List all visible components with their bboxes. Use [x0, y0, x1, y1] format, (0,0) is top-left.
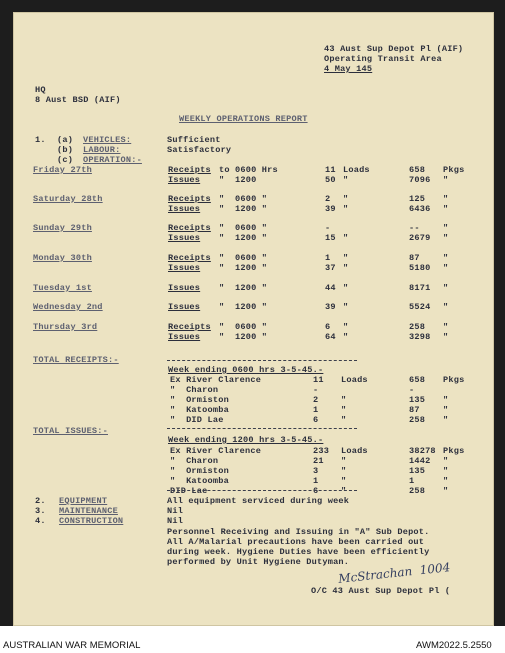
row-pkgs-unit: " [443, 302, 449, 312]
day-label: Monday 30th [33, 253, 92, 263]
row-pkgs: 6436 [409, 204, 431, 214]
source-loads-unit: Loads [341, 375, 368, 385]
item-letter: (c) [57, 155, 74, 165]
source-pkgs-unit: " [443, 415, 449, 425]
source-name: " Ormiston [170, 395, 229, 405]
row-pkgs: -- [409, 223, 420, 233]
ditto-mark: " [219, 194, 225, 204]
ditto-mark: " [219, 332, 225, 342]
row-time: 0600 " [235, 194, 268, 204]
source-loads-unit: " [341, 405, 347, 415]
source-loads-unit: " [341, 415, 347, 425]
total-issues-label: TOTAL ISSUES:- [33, 426, 108, 436]
row-loads-unit: " [343, 263, 349, 273]
source-pkgs-unit: " [443, 486, 449, 496]
section-1-number: 1. [35, 135, 46, 145]
row-loads: 1 [325, 253, 331, 263]
document-title: WEEKLY OPERATIONS REPORT [179, 114, 308, 124]
source-loads-unit: " [341, 456, 347, 466]
source-pkgs: 1 [409, 476, 415, 486]
section-label: EQUIPMENT [59, 496, 108, 506]
row-pkgs: 125 [409, 194, 426, 204]
day-label: Friday 27th [33, 165, 92, 175]
row-loads: 39 [325, 302, 336, 312]
source-name: Ex River Clarence [170, 446, 262, 456]
source-loads: 233 [313, 446, 330, 456]
row-kind: Issues [168, 302, 201, 312]
row-kind: Issues [168, 263, 201, 273]
section-value: Nil [167, 516, 184, 526]
row-pkgs-unit: " [443, 263, 449, 273]
signoff-line: O/C 43 Aust Sup Depot Pl ( [311, 586, 451, 596]
row-kind: Issues [168, 283, 201, 293]
section-label: CONSTRUCTION [59, 516, 124, 526]
row-pkgs: 8171 [409, 283, 431, 293]
day-label: Saturday 28th [33, 194, 103, 204]
row-time: 1200 [235, 175, 257, 185]
row-pkgs-unit: " [443, 283, 449, 293]
row-pkgs-unit: " [443, 322, 449, 332]
source-pkgs-unit: Pkgs [443, 375, 465, 385]
row-pkgs-unit: " [443, 175, 449, 185]
row-pkgs-unit: " [443, 233, 449, 243]
row-loads-unit: " [343, 283, 349, 293]
ditto-mark: " [219, 322, 225, 332]
item-label: OPERATION:- [83, 155, 142, 165]
row-kind: Receipts [168, 223, 211, 233]
ditto-mark: " [219, 175, 225, 185]
source-name: " Katoomba [170, 476, 229, 486]
row-loads: 6 [325, 322, 331, 332]
section-number: 2. [35, 496, 46, 506]
row-pkgs: 3298 [409, 332, 431, 342]
section-label: MAINTENANCE [59, 506, 118, 516]
row-loads: - [325, 223, 331, 233]
row-kind: Issues [168, 175, 201, 185]
archive-footer [0, 626, 505, 653]
ditto-mark: " [219, 302, 225, 312]
source-pkgs-unit: " [443, 456, 449, 466]
row-pkgs: 5180 [409, 263, 431, 273]
row-time: 0600 " [235, 322, 268, 332]
day-label: Thursday 3rd [33, 322, 98, 332]
remarks-line-4: performed by Unit Hygiene Dutyman. [167, 557, 350, 567]
source-loads-unit: " [341, 395, 347, 405]
source-pkgs-unit: " [443, 466, 449, 476]
remarks-line-1: Personnel Receiving and Issuing in "A" Sub Depot. [167, 527, 430, 537]
source-loads: - [313, 385, 319, 395]
source-loads: 6 [313, 415, 319, 425]
handwritten-signature: McStrachan 1004 [337, 560, 451, 586]
ditto-mark: " [219, 283, 225, 293]
row-time: 0600 Hrs [235, 165, 278, 175]
row-pkgs: 2679 [409, 233, 431, 243]
row-kind: Receipts [168, 165, 211, 175]
remarks-line-3: during week. Hygiene Duties have been efficiently [167, 547, 430, 557]
section-value: All equipment serviced during week [167, 496, 350, 506]
row-kind: Receipts [168, 322, 211, 332]
total-receipts-label: TOTAL RECEIPTS:- [33, 355, 119, 365]
row-time: 1200 " [235, 233, 268, 243]
source-name: DID Lae [170, 486, 208, 496]
source-loads-unit: " [341, 476, 347, 486]
row-pkgs-unit: Pkgs [443, 165, 465, 175]
row-loads-unit: " [343, 233, 349, 243]
source-pkgs: 38278 [409, 446, 436, 456]
row-loads-unit: " [343, 253, 349, 263]
divider [167, 360, 357, 361]
row-loads: 50 [325, 175, 336, 185]
row-time: 1200 " [235, 283, 268, 293]
row-loads: 37 [325, 263, 336, 273]
source-pkgs: - [409, 385, 415, 395]
source-loads: 1 [313, 476, 319, 486]
source-pkgs-unit: " [443, 395, 449, 405]
day-label: Sunday 29th [33, 223, 92, 233]
source-pkgs-unit: Pkgs [443, 446, 465, 456]
item-value: Satisfactory [167, 145, 232, 155]
source-pkgs: 1442 [409, 456, 431, 466]
row-time: 1200 " [235, 204, 268, 214]
source-name: Ex River Clarence [170, 375, 262, 385]
row-pkgs-unit: " [443, 194, 449, 204]
total-receipts-heading: Week ending 0600 hrs 3-5-45.- [168, 365, 324, 375]
document-page [13, 12, 494, 626]
source-loads-unit: " [341, 466, 347, 476]
item-value: Sufficient [167, 135, 221, 145]
unit-heading: 43 Aust Sup Depot Pl (AIF) [324, 44, 464, 54]
row-pkgs: 87 [409, 253, 420, 263]
day-label: Wednesday 2nd [33, 302, 103, 312]
divider [167, 428, 357, 429]
source-loads: 11 [313, 375, 324, 385]
section-number: 4. [35, 516, 46, 526]
source-name: " DID Lae [170, 415, 224, 425]
item-label: VEHICLES: [83, 135, 132, 145]
row-loads: 11 [325, 165, 336, 175]
source-pkgs-unit: " [443, 476, 449, 486]
source-pkgs: 87 [409, 405, 420, 415]
source-pkgs: 658 [409, 375, 426, 385]
row-time: 1200 " [235, 332, 268, 342]
location-heading: Operating Transit Area [324, 54, 442, 64]
row-pkgs-unit: " [443, 253, 449, 263]
row-time: 0600 " [235, 223, 268, 233]
source-loads: 2 [313, 395, 319, 405]
total-issues-heading: Week ending 1200 hrs 3-5-45.- [168, 435, 324, 445]
ditto-mark: " [219, 204, 225, 214]
source-loads: 1 [313, 405, 319, 415]
row-loads: 64 [325, 332, 336, 342]
ditto-mark: " [219, 253, 225, 263]
row-loads: 44 [325, 283, 336, 293]
source-name: " Katoomba [170, 405, 229, 415]
row-pkgs-unit: " [443, 204, 449, 214]
row-kind: Issues [168, 332, 201, 342]
footer-accession-number: AWM2022.5.2550 [416, 640, 492, 651]
report-date: 4 May 145 [324, 64, 373, 74]
row-pkgs: 258 [409, 322, 426, 332]
divider [167, 490, 357, 491]
row-pkgs-unit: " [443, 223, 449, 233]
item-label: LABOUR: [83, 145, 121, 155]
source-pkgs: 135 [409, 395, 426, 405]
section-value: Nil [167, 506, 184, 516]
row-loads-unit: " [343, 322, 349, 332]
section-number: 3. [35, 506, 46, 516]
row-pkgs: 7096 [409, 175, 431, 185]
row-time: 1200 " [235, 263, 268, 273]
row-kind: Issues [168, 233, 201, 243]
row-loads-unit: " [343, 204, 349, 214]
row-loads: 15 [325, 233, 336, 243]
source-name: " Charon [170, 456, 219, 466]
row-time: 0600 " [235, 253, 268, 263]
item-letter: (b) [57, 145, 74, 155]
item-letter: (a) [57, 135, 74, 145]
day-label: Tuesday 1st [33, 283, 92, 293]
source-pkgs: 258 [409, 415, 426, 425]
row-loads-unit: " [343, 302, 349, 312]
row-loads-unit: " [343, 194, 349, 204]
source-pkgs: 258 [409, 486, 426, 496]
row-kind: Issues [168, 204, 201, 214]
source-name: " Charon [170, 385, 219, 395]
source-pkgs-unit: " [443, 405, 449, 415]
addressee-line-2: 8 Aust BSD (AIF) [35, 95, 121, 105]
row-kind: Receipts [168, 253, 211, 263]
source-loads: 21 [313, 456, 324, 466]
ditto-mark: to [219, 165, 230, 175]
row-loads: 2 [325, 194, 331, 204]
row-kind: Receipts [168, 194, 211, 204]
ditto-mark: " [219, 223, 225, 233]
remarks-line-2: All A/Malarial precautions have been carried out [167, 537, 425, 547]
ditto-mark: " [219, 263, 225, 273]
addressee-line-1: HQ [35, 85, 46, 95]
ditto-mark: " [219, 233, 225, 243]
row-loads-unit: " [343, 332, 349, 342]
source-loads-unit: " [341, 486, 347, 496]
source-loads: 3 [313, 466, 319, 476]
row-pkgs: 658 [409, 165, 426, 175]
row-pkgs: 5524 [409, 302, 431, 312]
row-time: 1200 " [235, 302, 268, 312]
footer-institution: AUSTRALIAN WAR MEMORIAL [3, 640, 141, 651]
source-name: " Ormiston [170, 466, 229, 476]
source-loads: 6 [313, 486, 319, 496]
row-pkgs-unit: " [443, 332, 449, 342]
row-loads: 39 [325, 204, 336, 214]
source-pkgs: 135 [409, 466, 426, 476]
row-loads-unit: Loads [343, 165, 370, 175]
source-loads-unit: Loads [341, 446, 368, 456]
row-loads-unit: " [343, 175, 349, 185]
